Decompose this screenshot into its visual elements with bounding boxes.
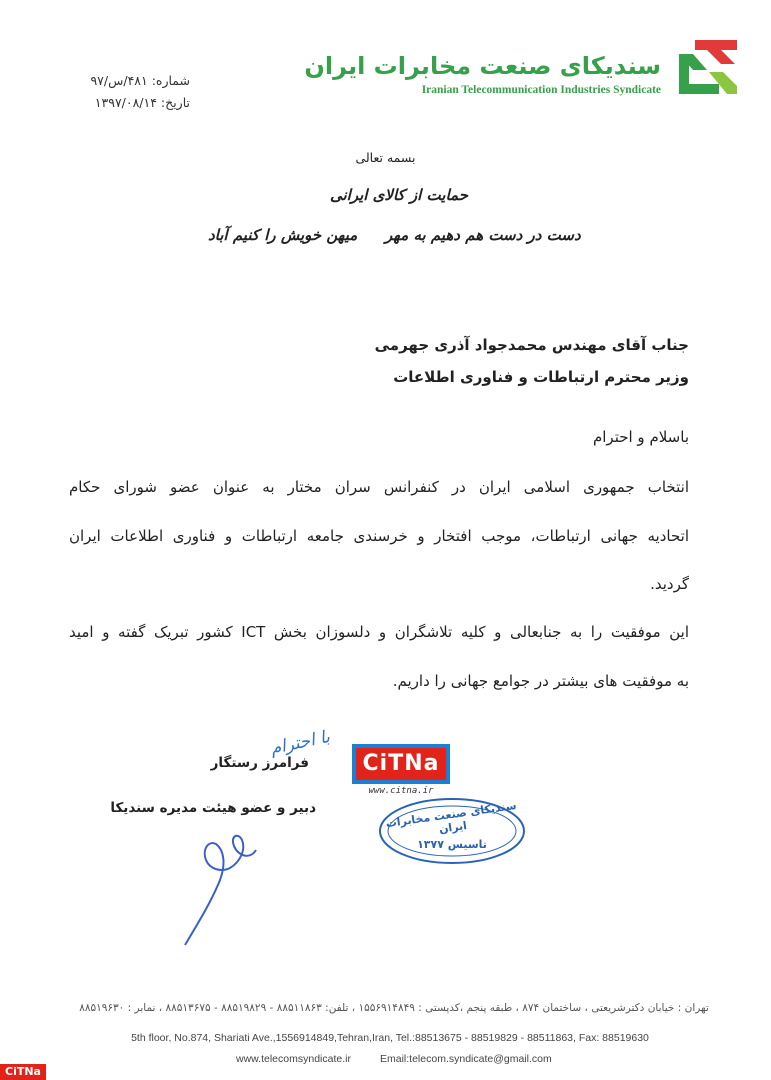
citna-watermark-logo bbox=[352, 744, 450, 784]
seal-org-name: سندیکای صنعت مخابرات ایران bbox=[384, 798, 518, 836]
bismillah: بسمه تعالی bbox=[355, 150, 416, 165]
citna-url: www.citna.ir bbox=[368, 786, 434, 796]
syndicate-logo-icon bbox=[675, 36, 741, 98]
body-line-5: به موفقیت های بیشتر در جوامع جهانی را داریم. bbox=[392, 672, 689, 690]
org-name-fa: سندیکای صنعت مخابرات ایران bbox=[304, 52, 661, 80]
motto-line-2-right: دست در دست هم دهیم به مهر bbox=[385, 226, 581, 244]
body-line-3: گردید. bbox=[650, 575, 689, 593]
body-line-1: انتخاب جمهوری اسلامی ایران در کنفرانس سران مختار به عنوان عضو شورای حکام bbox=[69, 478, 689, 496]
seal-established: تاسیس ۱۳۷۷ bbox=[417, 838, 487, 851]
motto-line-2-left: میهن خویش را کنیم آباد bbox=[208, 226, 358, 244]
corner-citna-logo: CiTNa bbox=[0, 1064, 46, 1080]
body-line-2: اتحادیه جهانی ارتباطات، موجب افتخار و خرسندی جامعه ارتباطات و فناوری اطلاعات ایران bbox=[69, 527, 689, 545]
handwritten-signature bbox=[150, 820, 270, 950]
footer-website: www.telecomsyndicate.ir bbox=[236, 1053, 351, 1065]
letter-number: شماره: ۴۸۱/س/۹۷ bbox=[90, 73, 190, 88]
motto-line-1: حمایت از کالای ایرانی bbox=[330, 186, 468, 204]
org-name-en: Iranian Telecommunication Industries Syndicate bbox=[421, 84, 661, 96]
signer-title: دبیر و عضو هیئت مدیره سندیکا bbox=[110, 800, 316, 816]
recipient-name: جناب آقای مهندس محمدجواد آذری جهرمی bbox=[374, 336, 689, 354]
signer-name: فرامرز رستگار bbox=[210, 755, 309, 771]
letter-date: تاریخ: ۱۳۹۷/۰۸/۱۴ bbox=[94, 95, 190, 110]
greeting: باسلام و احترام bbox=[592, 428, 689, 446]
body-line-4: این موفقیت را به جنابعالی و کلیه تلاشگران و دلسوزان بخش ICT کشور تبریک گفته و امید bbox=[69, 623, 689, 641]
citna-brand: CiTNa bbox=[356, 748, 446, 780]
letter-meta bbox=[80, 70, 190, 114]
recipient-title: وزیر محترم ارتباطات و فناوری اطلاعات bbox=[393, 368, 689, 386]
footer-address-en: 5th floor, No.874, Shariati Ave.,1556914849,Tehran,Iran, Tel.:88513675 - 88519829 - 88511863, Fax: 88519630 bbox=[131, 1032, 649, 1044]
footer-email: Email:telecom.syndicate@gmail.com bbox=[380, 1053, 552, 1065]
footer-address-fa: تهران : خیابان دکترشریعتی ، ساختمان ۸۷۴ ، طبقه پنجم ،کدپستی : ۱۵۵۶۹۱۴۸۴۹ ، تلفن: ۸۸۵۱۱۸۶۳ - ۸۸۵۱۹۸۲۹ - ۸۸۵۱۳۶۷۵ ، نمابر : ۸۸۵۱۹۶۳۰ bbox=[79, 1002, 709, 1014]
handwritten-note: با احترام bbox=[268, 726, 332, 760]
